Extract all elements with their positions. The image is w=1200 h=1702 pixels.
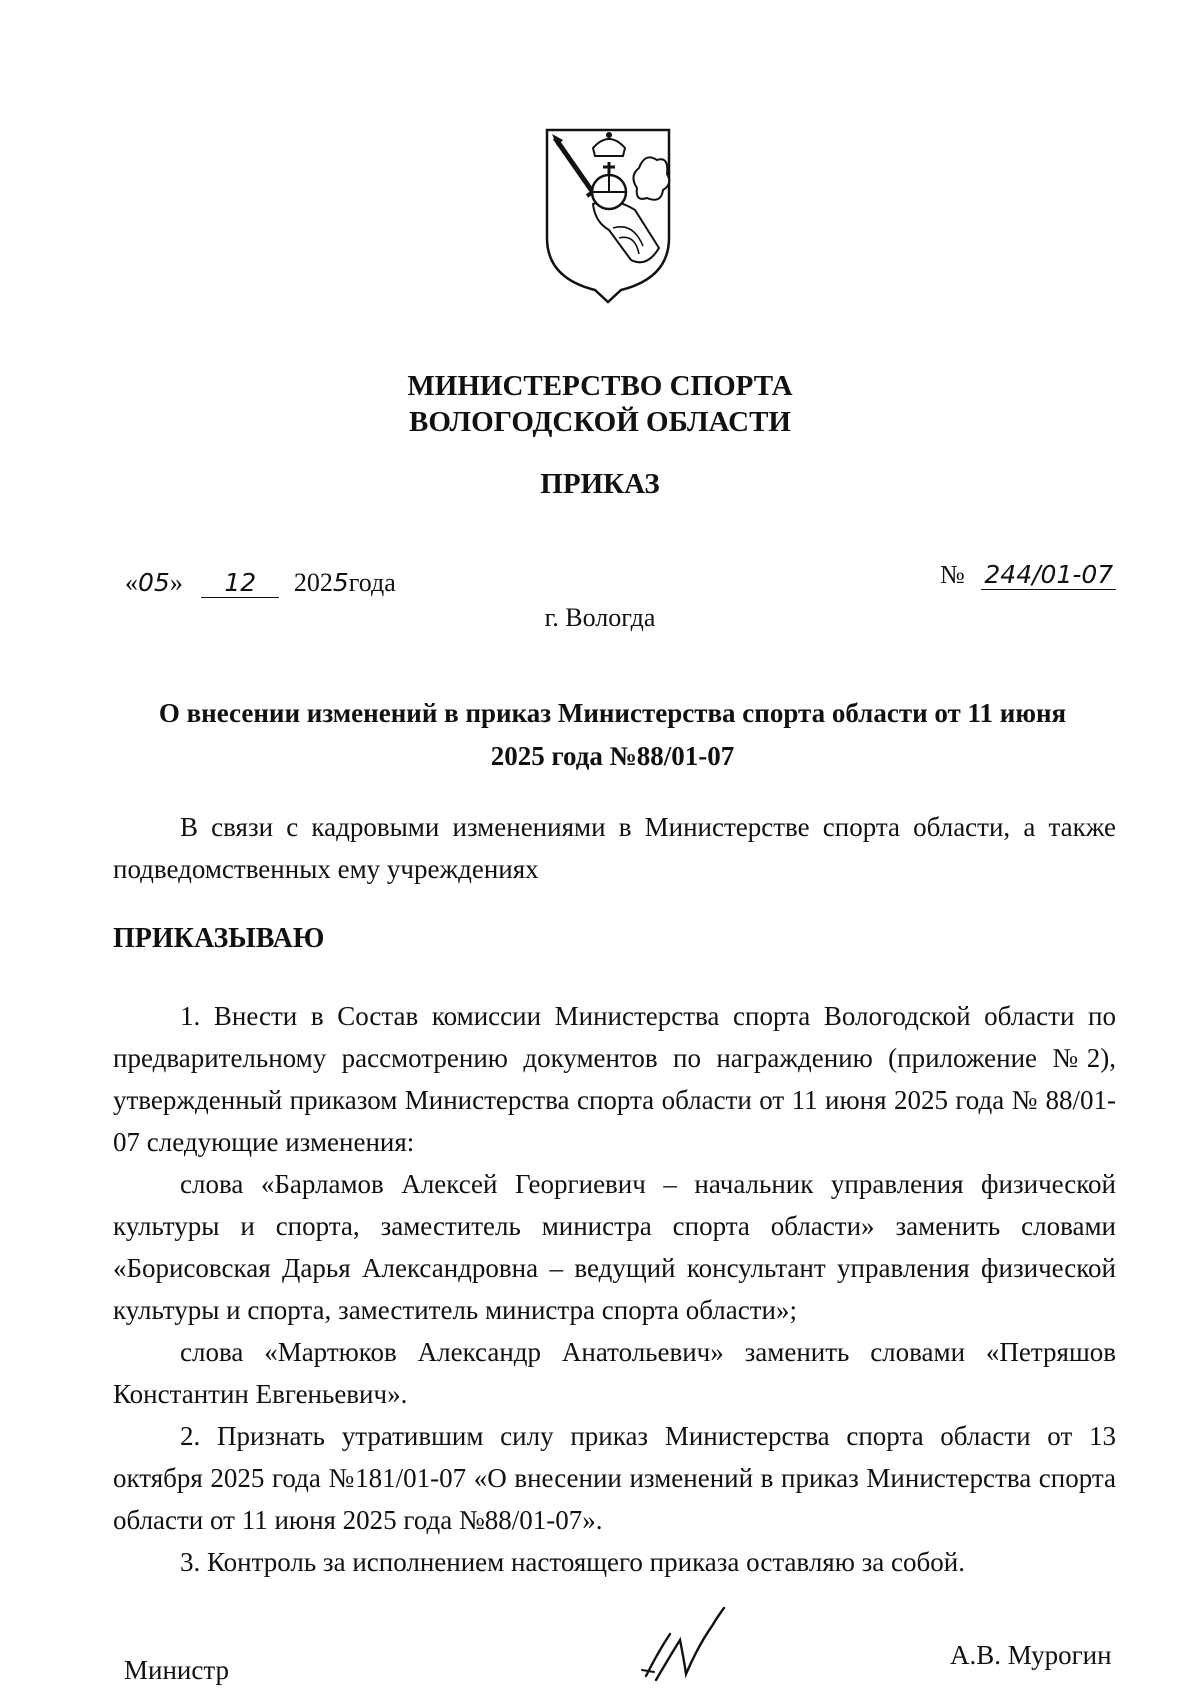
item-1-change-a: слова «Барламов Алексей Георгиевич – начальник управления физической культуры и спорта, заместитель министра спорта области» заменить словами «Борисовская Дарья Александровна – ведущий консультант управления физической культуры и спорта, заместитель министра спорта области»;: [113, 1169, 1116, 1325]
date-month: 12: [201, 568, 279, 598]
order-number-value: 244/01-07: [981, 560, 1116, 590]
order-date: [125, 568, 396, 598]
directive-heading: ПРИКАЗЫВАЮ: [113, 923, 325, 954]
order-title: ПРИКАЗ: [540, 468, 660, 500]
ministry-name: [0, 368, 1200, 440]
item-3: 3. Контроль за исполнением настоящего приказа оставляю за собой.: [180, 1547, 965, 1577]
order-items: [113, 995, 1116, 1583]
date-year-prefix: 202: [293, 568, 333, 597]
date-close-quote: »: [169, 568, 183, 597]
order-subject: [110, 692, 1115, 778]
date-suffix: года: [348, 568, 396, 597]
date-day: 05: [138, 568, 170, 597]
number-sign: №: [940, 560, 965, 589]
city: г. Вологда: [544, 603, 656, 632]
signatory-position: Министр: [124, 1655, 229, 1685]
signatory-name: А.В. Мурогин: [950, 1640, 1112, 1670]
item-1: 1. Внести в Состав комиссии Министерства спорта Вологодской области по предварительному рассмотрению документов по награждению (приложение №2), утвержденный приказом Министерства спорта области от 11 июня 2025 года № 88/01-07 следующие изменения:: [113, 1001, 1116, 1157]
ministry-name-line2: ВОЛОГОДСКОЙ ОБЛАСТИ: [409, 406, 791, 438]
item-1-change-b: слова «Мартюков Александр Анатольевич» заменить словами «Петряшов Константин Евгеньевич».: [113, 1337, 1116, 1409]
date-year-digit: 5: [332, 568, 349, 597]
basis-paragraph: [113, 806, 1116, 890]
date-open-quote: «: [125, 568, 138, 597]
handwritten-signature: [640, 1600, 740, 1684]
ministry-name-line1: МИНИСТЕРСТВО СПОРТА: [407, 370, 793, 402]
order-number: [940, 560, 1116, 590]
subject-line2: 2025 года №88/01-07: [490, 741, 735, 771]
item-2: 2. Признать утратившим силу приказ Министерства спорта области от 13 октября 2025 года №181/01-07 «О внесении изменений в приказ Министерства спорта области от 11 июня 2025 года №88/01-07».: [113, 1421, 1116, 1535]
subject-line1: О внесении изменений в приказ Министерства спорта области от 11 июня: [158, 698, 1067, 728]
coat-of-arms-emblem: [543, 126, 673, 304]
basis-text: В связи с кадровыми изменениями в Министерстве спорта области, а также подведомственных ему учреждениях: [113, 812, 1116, 884]
